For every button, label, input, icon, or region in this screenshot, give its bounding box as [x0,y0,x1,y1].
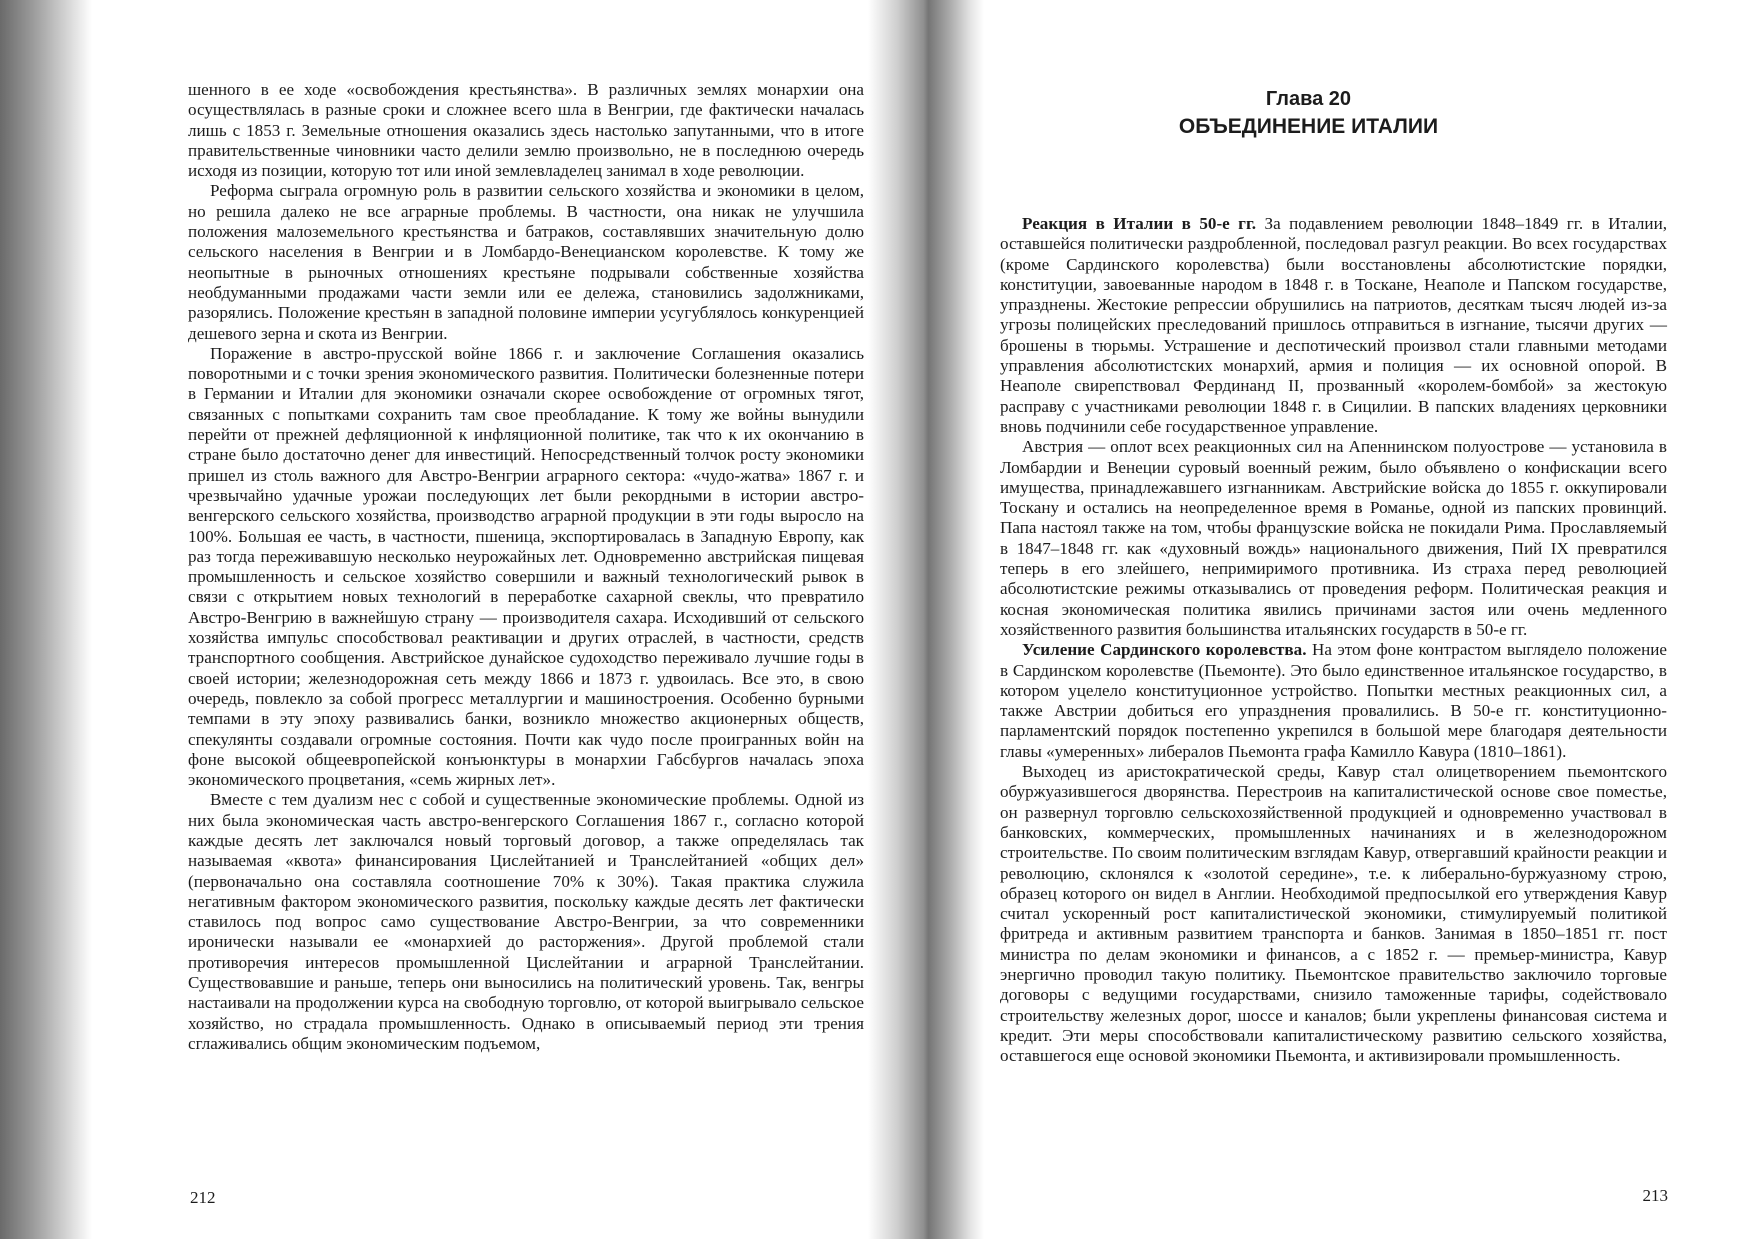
paragraph [1000,640,1667,762]
paragraph: Реформа сыграла огромную роль в развитии сельского хозяйства и экономики в целом, но решила далеко не все аграрные проблемы. В частности, она никак не улучшила положения малоземельного крестьянства и батраков, составлявших значительную долю сельского населения в Венгрии и в Ломбардо-Венецианском королевстве. К тому же неопытные в рыночных отношениях крестьяне подрывали собственные хозяйства необдуманными продажами части земли или ее дележа, становились задолжниками, разорялись. Положение крестьян в западной половине империи усугублялось конкуренцией дешевого зерна и скота из Венгрии. [188,181,864,343]
section-heading: Усиление Сардинского королевства. [1022,640,1307,660]
paragraph [1000,437,1667,640]
book-gutter-shadow [868,0,984,1239]
paragraph-text: На этом фоне контрастом выглядело положение в Сардинском королевстве (Пьемонте). Это было единственное итальянское государство, в котором уцелело конституционное устройство. Попытки местных реакционных сил, а также Австрии добиться его упразднения провалились. В 50-е гг. конституционно-парламентский порядок постепенно укрепился в большой мере благодаря деятельности главы «умеренных» либералов Пьемонта графа Камилло Кавура (1810–1861). [1000,640,1667,761]
page-number-right: 213 [1642,1186,1668,1205]
paragraph-text: Австрия — оплот всех реакционных сил на Апеннинском полуострове — установила в Ломбардии и Венеции суровый военный режим, было объявлено о конфискации всего имущества, принадлежавшего изгнанникам. Австрийские войска до 1855 г. оккупировали Тоскану и остались на неопределенное время в Романье, одной из папских провинций. Папа настоял также на том, чтобы французские войска не покидали Рима. Прославляемый в 1847–1848 гг. как «духовный вождь» национального движения, Пий IX превратился теперь в его злейшего, непримиримого противника. Из страха перед революцией абсолютистские режимы отказывались от проведения реформ. Политическая реакция и косная экономическая политика явились причинами застоя или очень медленного хозяйственного развития большинства итальянских государств в 50-е гг. [1000,437,1667,639]
paragraph [1000,762,1667,1066]
paragraph [1000,214,1667,437]
page-number-left: 212 [190,1188,216,1207]
section-heading: Реакция в Италии в 50-е гг. [1022,214,1257,233]
book-edge-shadow [0,0,92,1239]
chapter-body [1000,214,1667,1066]
paragraph: Поражение в австро-прусской войне 1866 г. и заключение Соглашения оказались поворотными и с точки зрения экономического развития. Политически болезненные потери в Германии и Италии для экономики означали скорее освобождение от огромных тягот, связанных с попытками сохранить там свое преобладание. К тому же войны вынудили перейти от прежней дефляционной к инфляционной политике, так что к их окончанию в стране было достаточно денег для инвестиций. Непосредственный толчок росту экономики пришел из столь важного для Австро-Венгрии аграрного сектора: «чудо-жатва» 1867 г. и чрезвычайно удачные урожаи последующих лет были рекордными в истории австро-венгерского сельского хозяйства, производство аграрной продукции в эти годы выросло на 100%. Большая ее часть, в частности, пшеница, экспортировалась в Западную Европу, как раз тогда переживавшую несколько неурожайных лет. Одновременно австрийская пищевая промышленность и сельское хозяйство совершили и важный технологический рывок в связи с открытием новых технологий в переработке сахарной свеклы, что превратило Австро-Венгрию в важнейшую страну — производителя сахара. Исходивший от сельского хозяйства импульс способствовал реактивации и других отраслей, в частности, средств транспортного сообщения. Австрийское дунайское судоходство переживало лучшие годы в своей истории; железнодорожная сеть между 1866 и 1873 г. удвоилась. Все это, в свою очередь, повлекло за собой прогресс металлургии и машиностроения. Особенно бурными темпами в эту эпоху развивались банки, возникло множество акционерных обществ, спекулянты создавали огромные состояния. Почти как чудо после проигранных войн на фоне высокой общеевропейской конъюнктуры в монархии Габсбургов началась эпоха экономического процветания, «семь жирных лет». [188,343,864,790]
paragraph-text: За подавлением революции 1848–1849 гг. в Италии, оставшейся политически раздробленной, последовал разгул реакции. Во всех государствах (кроме Сардинского королевства) были восстановлены абсолютистские порядки, конституции, завоеванные народом в 1848 г. в Тоскане, Неаполе и Папском государстве, упразднены. Жестокие репрессии обрушились на патриотов, десяткам тысяч людей из-за угрозы полицейских преследований пришлось отправиться в изгнание, тысячи других — брошены в тюрьмы. Устрашение и деспотический произвол стали главными методами управления абсолютистских монархий, армия и полиция — их основной опорой. В Неаполе свирепствовал Фердинанд II, прозванный «королем-бомбой» за жестокую расправу с участниками революции 1848 г. в Сицилии. В папских владениях церковники вновь подчинили себе государственное управление. [1000,214,1667,436]
chapter-title: ОБЪЕДИНЕНИЕ ИТАЛИИ [1178,115,1439,138]
paragraph: шенного в ее ходе «освобождения крестьянства». В различных землях монархии она осуществлялась в разные сроки и сложнее всего шла в Венгрии, где фактически началась лишь с 1853 г. Земельные отношения оказались здесь настолько запутанными, что в итоге правительственные чиновники часто делили землю произвольно, не в последнюю очередь исходя из позиции, которую тот или иной землевладелец занимал в ходе революции. [188,80,864,181]
chapter-number: Глава 20 [1265,88,1352,110]
left-page [188,80,864,1054]
right-page [1000,80,1667,1066]
paragraph: Вместе с тем дуализм нес с собой и существенные экономические проблемы. Одной из них была экономическая часть австро-венгерского Соглашения 1867 г., согласно которой каждые десять лет заключался новый торговый договор, а также определялась так называемая «квота» финансирования Цислейтанией и Транслейтанией «общих дел» (первоначально она составляла соотношение 70% к 30%). Такая практика служила негативным фактором экономического развития, поскольку каждые десять лет фактически ставилось под вопрос само существование Австро-Венгрии, за что современники иронически называли ее «монархией до расторжения». Другой проблемой стали противоречия интересов промышленной Цислейтании и аграрной Транслейтании. Существовавшие и раньше, теперь они выносились на политический уровень. Так, венгры настаивали на продолжении курса на свободную торговлю, от которой выигрывало сельское хозяйство, но страдала промышленность. Однако в описываемый период эти трения сглаживались общим экономическим подъемом, [188,790,864,1053]
paragraph-text: Выходец из аристократической среды, Кавур стал олицетворением пьемонтского обуржуазившегося дворянства. Перестроив на капиталистической основе свое поместье, он развернул торговлю сельскохозяйственной продукцией и одновременно участвовал в банковских, коммерческих, промышленных начинаниях и в железнодорожном строительстве. По своим политическим взглядам Кавур, отвергавший крайности реакции и революцию, склонялся к «золотой середине», т.е. к либерально-буржуазному строю, образец которого он видел в Англии. Необходимой предпосылкой его утверждения Кавур считал ускоренный рост капиталистической экономики, стимулируемый политикой фритреда и активным развитием транспорта и банков. Занимая в 1850–1851 гг. пост министра по делам экономики и финансов, а с 1852 г. — премьер-министра, Кавур энергично проводил такую политику. Пьемонтское правительство заключило торговые договоры с ведущими государствами, снизило таможенные тарифы, содействовало строительству железных дорог, шоссе и каналов; были укреплены финансовая система и кредит. Эти меры способствовали капиталистическому развитию сельского хозяйства, оставшегося еще основой экономики Пьемонта, и активизировали промышленность. [1000,762,1667,1066]
